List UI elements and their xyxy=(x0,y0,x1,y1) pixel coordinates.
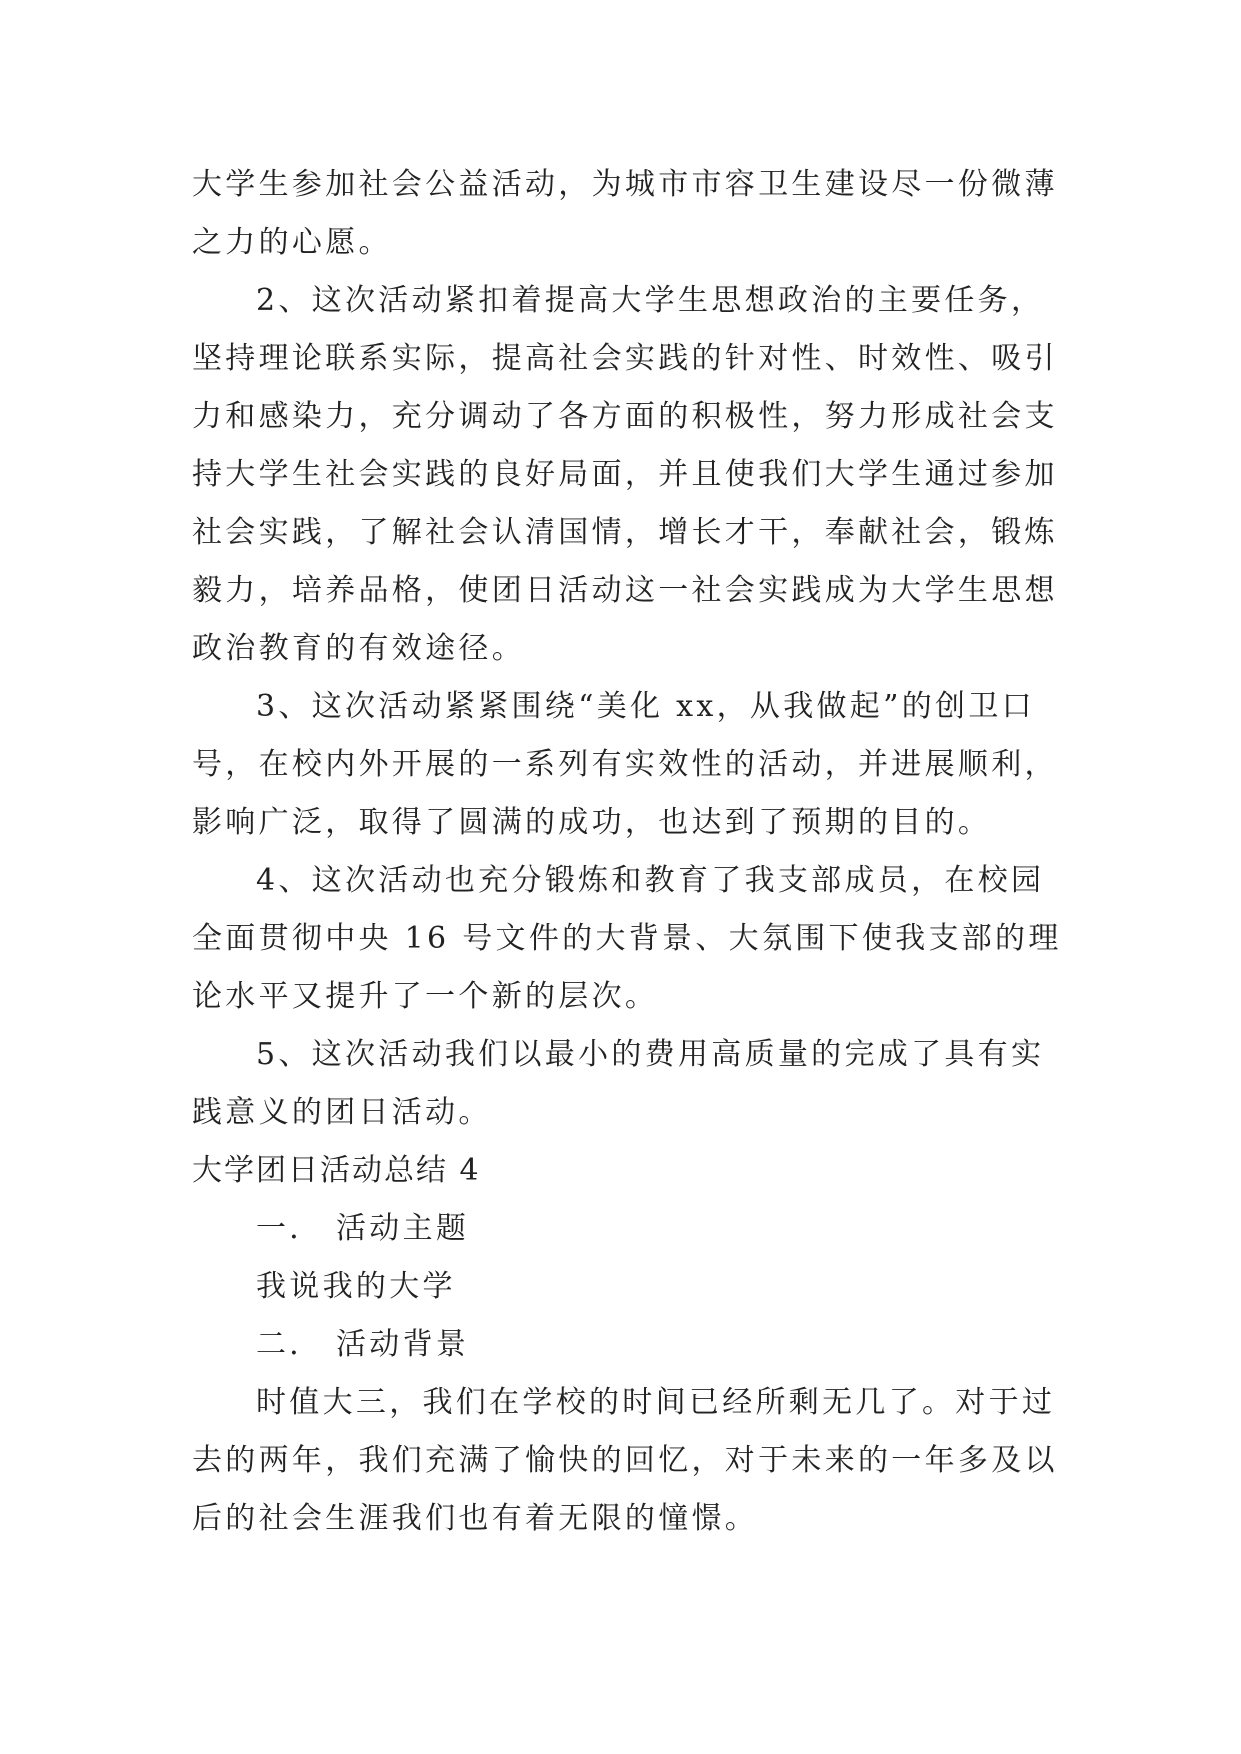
subsection-label: 活动背景 xyxy=(336,1327,470,1362)
paragraph-line: 毅力，培养品格，使团日活动这一社会实践成为大学生思想 xyxy=(192,573,1058,608)
paragraph-line: 政治教育的有效途径。 xyxy=(192,631,525,666)
section-title: 大学团日活动总结 4 xyxy=(192,1153,481,1188)
subsection-number: 二． xyxy=(256,1327,323,1362)
paragraph-line: 5、这次活动我们以最小的费用高质量的完成了具有实 xyxy=(256,1037,1045,1072)
paragraph-line: 力和感染力，充分调动了各方面的积极性，努力形成社会支 xyxy=(192,399,1058,434)
paragraph-line: 3、这次活动紧紧围绕“美化 xx，从我做起”的创卫口 xyxy=(256,689,1035,724)
paragraph-line: 论水平又提升了一个新的层次。 xyxy=(192,979,659,1014)
subsection-number: 一． xyxy=(256,1211,323,1246)
paragraph-line: 号，在校内外开展的一系列有实效性的活动，并进展顺利， xyxy=(192,747,1058,782)
paragraph-line: 践意义的团日活动。 xyxy=(192,1095,492,1130)
subsection-heading-theme xyxy=(192,1200,1062,1258)
subsection-label: 活动主题 xyxy=(336,1211,470,1246)
paragraph-line: 之力的心愿。 xyxy=(192,225,392,260)
paragraph-line: 2、这次活动紧扣着提高大学生思想政治的主要任务， xyxy=(256,283,1045,318)
subsection-content: 我说我的大学 xyxy=(256,1269,456,1304)
paragraph-line: 持大学生社会实践的良好局面，并且使我们大学生通过参加 xyxy=(192,457,1058,492)
paragraph-line: 去的两年，我们充满了愉快的回忆，对于未来的一年多及以 xyxy=(192,1443,1058,1478)
paragraph-line: 全面贯彻中央 16 号文件的大背景、大氛围下使我支部的理 xyxy=(192,921,1062,956)
paragraph-line: 影响广泛，取得了圆满的成功，也达到了预期的目的。 xyxy=(192,805,992,840)
paragraph-line: 后的社会生涯我们也有着无限的憧憬。 xyxy=(192,1501,759,1536)
paragraph-line: 时值大三，我们在学校的时间已经所剩无几了。对于过 xyxy=(256,1385,1056,1420)
subsection-heading-background xyxy=(192,1316,1062,1374)
paragraph-line: 坚持理论联系实际，提高社会实践的针对性、时效性、吸引 xyxy=(192,341,1058,376)
paragraph-line: 大学生参加社会公益活动，为城市市容卫生建设尽一份微薄 xyxy=(192,167,1058,202)
paragraph-line: 4、这次活动也充分锻炼和教育了我支部成员，在校园 xyxy=(256,863,1045,898)
document-page xyxy=(192,156,1062,1548)
paragraph-line: 社会实践，了解社会认清国情，增长才干，奉献社会，锻炼 xyxy=(192,515,1058,550)
